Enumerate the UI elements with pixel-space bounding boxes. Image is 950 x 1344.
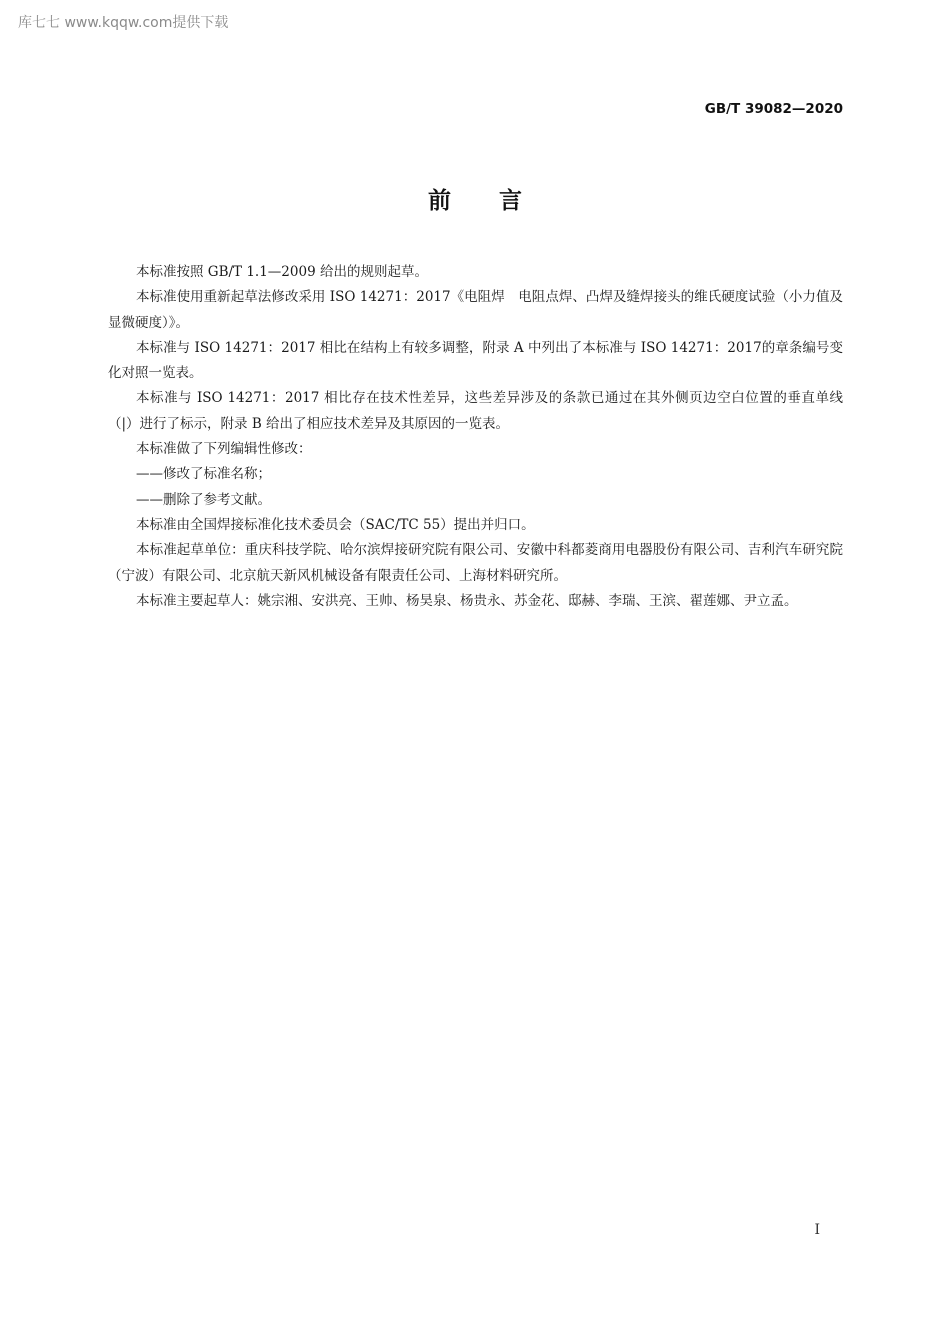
watermark-text: 库七七 www.kqqw.com提供下载	[18, 15, 229, 31]
paragraph-adoption: 本标准使用重新起草法修改采用 ISO 14271：2017《电阻焊 电阻点焊、凸焊及缝焊接头的维氏硬度试验（小力值及显微硬度）》。	[108, 289, 843, 331]
paragraph-committee: 本标准由全国焊接标准化技术委员会（SAC/TC 55）提出并归口。	[136, 516, 535, 533]
paragraph-drafters: 本标准主要起草人：姚宗湘、安洪亮、王帅、杨昊泉、杨贵永、苏金花、邸赫、李瑞、王滨、翟莲娜、尹立孟。	[136, 592, 798, 609]
standard-code: GB/T 39082—2020	[704, 101, 843, 117]
page-title: 前言	[428, 188, 570, 214]
list-item-remove-bibliography: ——删除了参考文献。	[136, 491, 271, 508]
page-number: I	[814, 1222, 820, 1238]
document-body	[108, 260, 843, 614]
paragraph-drafting-rules: 本标准按照 GB/T 1.1—2009 给出的规则起草。	[136, 264, 428, 280]
list-item-rename: ——修改了标准名称；	[136, 466, 271, 483]
paragraph-structure-changes: 本标准与 ISO 14271：2017 相比在结构上有较多调整，附录 A 中列出了本标准与 ISO 14271：2017的章条编号变化对照一览表。	[108, 339, 843, 382]
paragraph-technical-differences: 本标准与 ISO 14271：2017 相比存在技术性差异，这些差异涉及的条款已通过在其外侧页边空白位置的垂直单线（|）进行了标示，附录 B 给出了相应技术差异及其原因的一览表。	[108, 390, 843, 432]
paragraph-drafting-units: 本标准起草单位：重庆科技学院、哈尔滨焊接研究院有限公司、安徽中科都菱商用电器股份有限公司、吉利汽车研究院（宁波）有限公司、北京航天新风机械设备有限责任公司、上海材料研究所。	[108, 542, 843, 584]
paragraph-editorial-changes: 本标准做了下列编辑性修改：	[136, 441, 312, 458]
